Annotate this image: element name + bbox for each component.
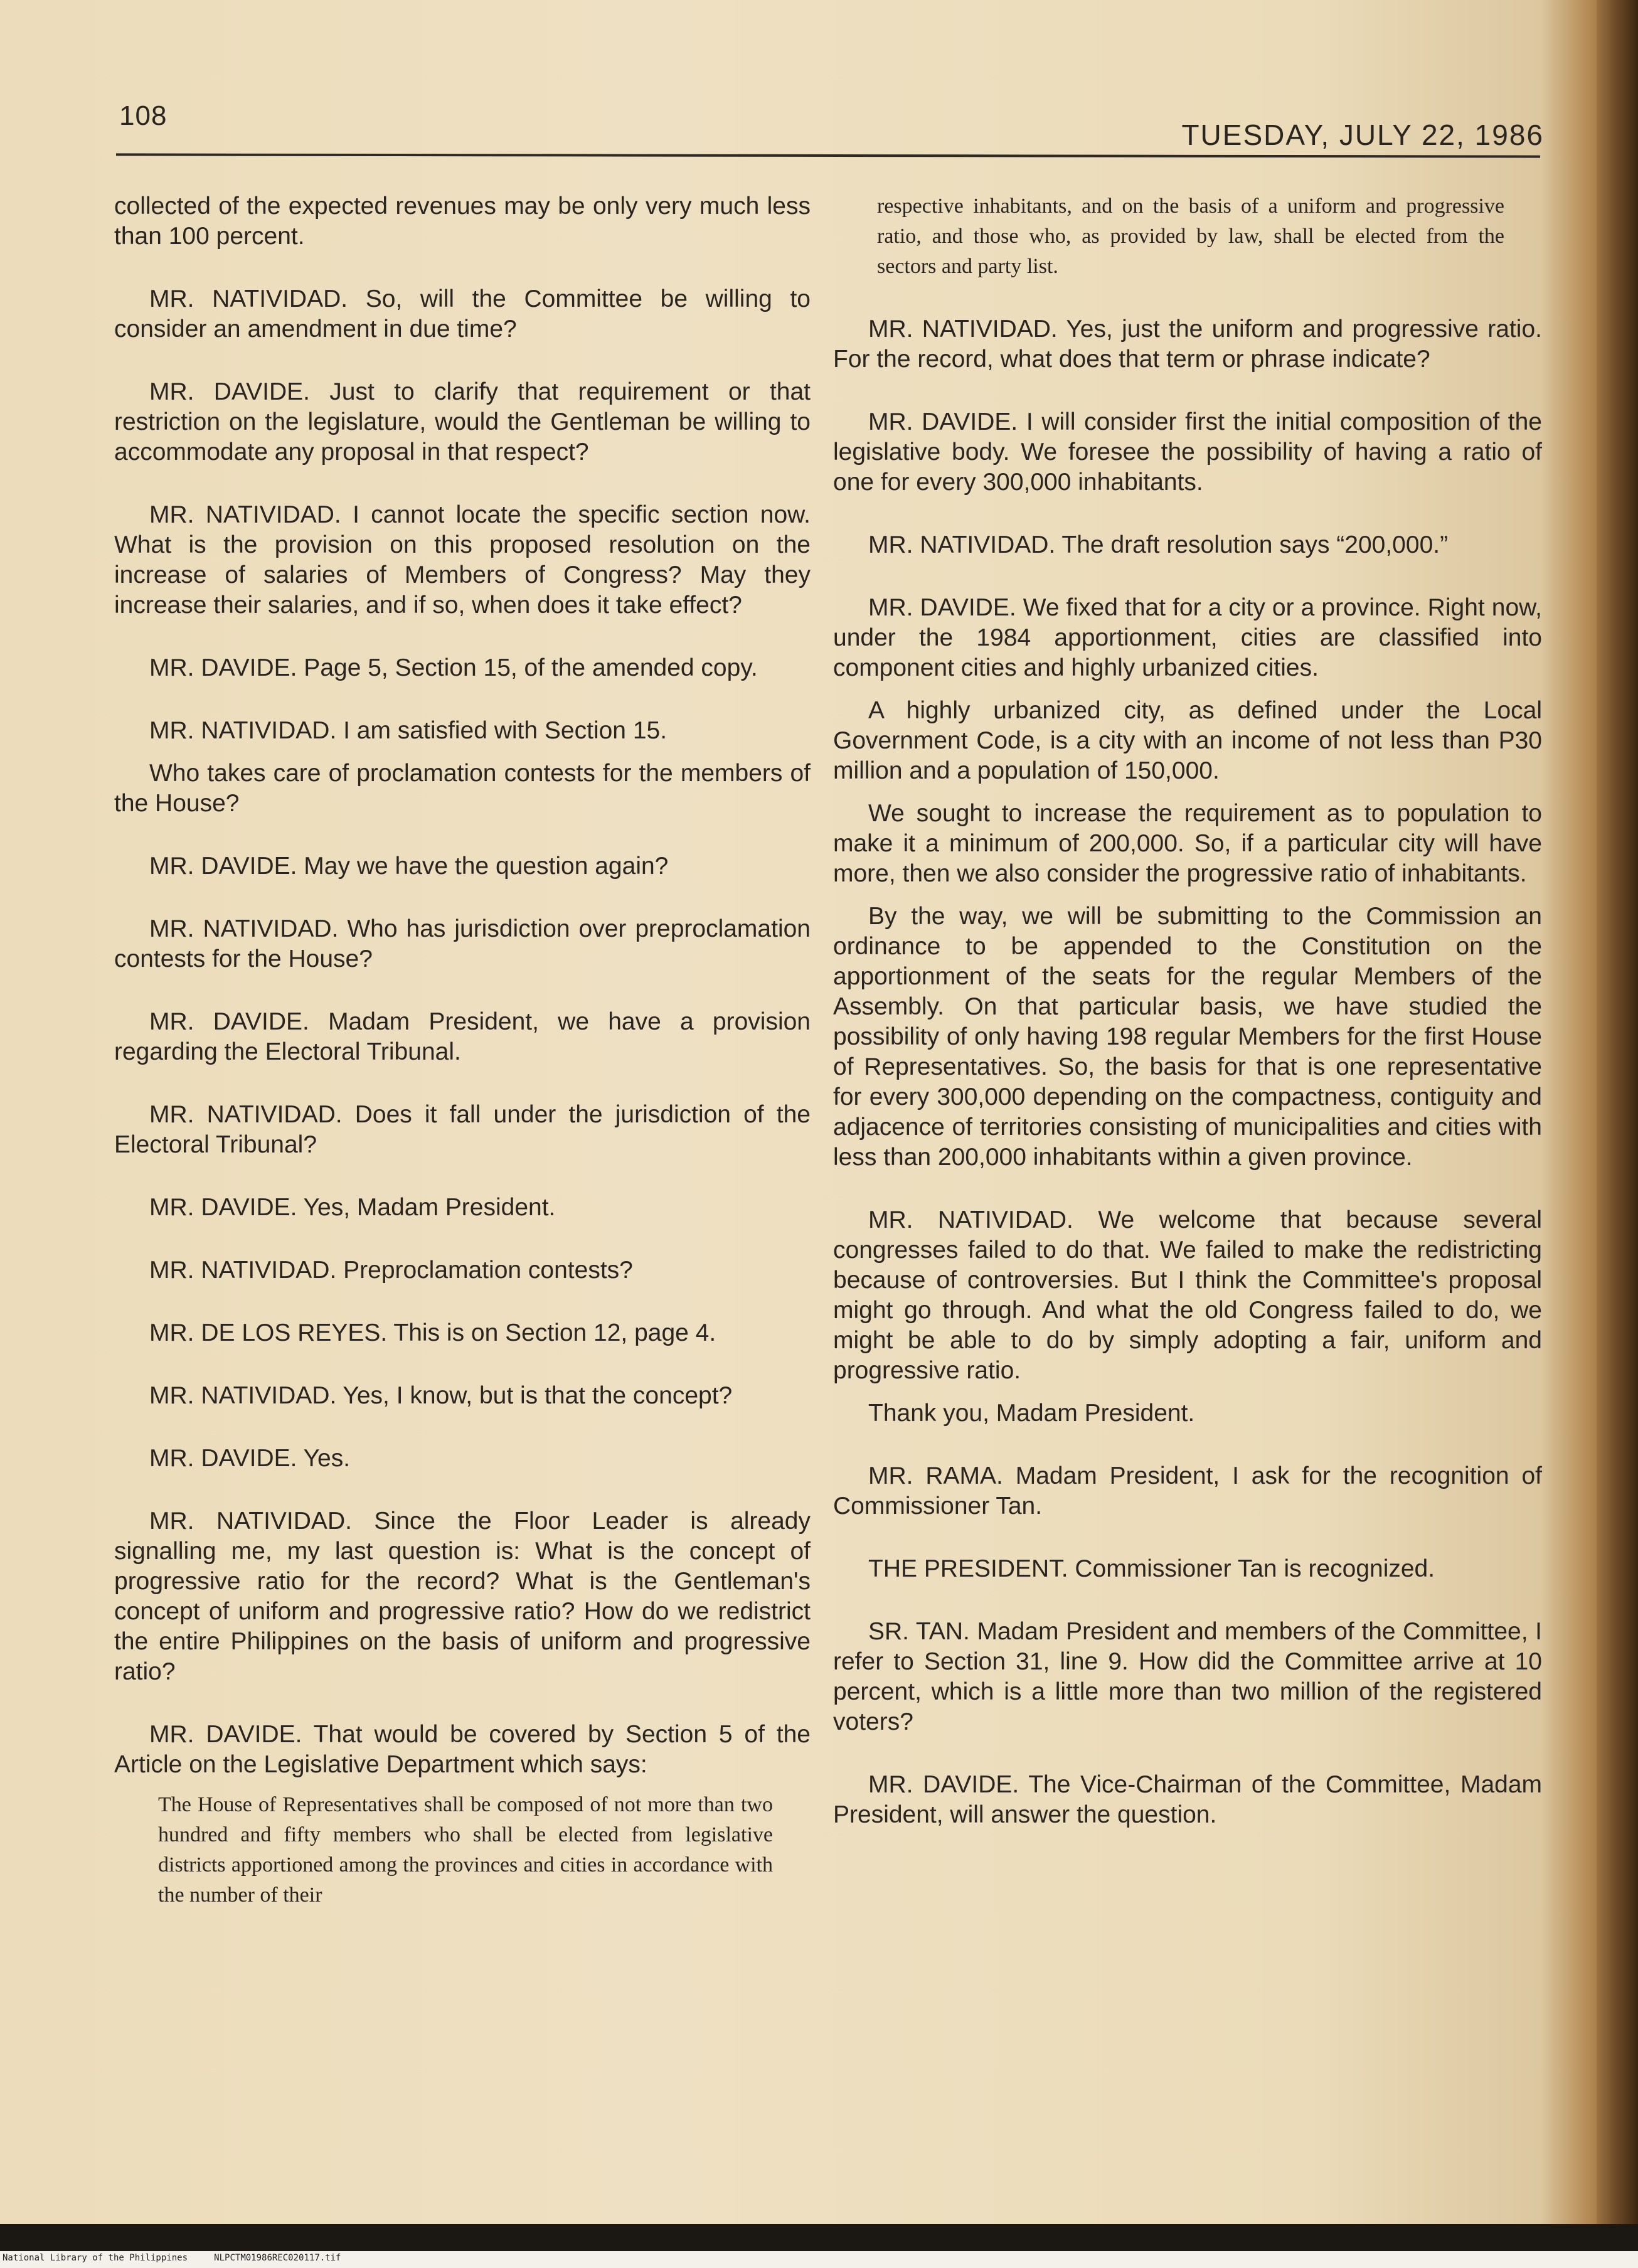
paragraph: By the way, we will be submitting to the Commission an ordinance to be appended to the Constitution on the apportionment of the seats for the regular Members of the Assembly. On that particular basis, we have studied the possibility of only having 198 regular Members for the first House of Representatives. So, the basis for that is one representative for every 300,000 depending on the compactness, contiguity and adjacence of territories consisting of municipalities and cities with less than 200,000 inhabitants within a given province. [833, 903, 1542, 1171]
paragraph: A highly urbanized city, as defined under the Local Government Code, is a city with an income of not less than P30 million and a population of 150,000. [833, 697, 1542, 784]
paragraph: MR. DAVIDE. Just to clarify that requirement or that restriction on the legislature, would the Gentleman be willing to accommodate any proposal in that respect? [114, 378, 811, 466]
paragraph: MR. DAVIDE. Page 5, Section 15, of the amended copy. [149, 654, 758, 681]
page-number: 108 [119, 100, 168, 131]
paragraph: MR. DE LOS REYES. This is on Section 12, page 4. [149, 1319, 716, 1346]
paragraph: We sought to increase the requirement as to population to make it a minimum of 200,000. So, if a particular city will have more, then we also consider the progressive ratio of inhabitants. [833, 800, 1542, 887]
paragraph: MR. DAVIDE. The Vice-Chairman of the Committee, Madam President, will answer the question. [833, 1771, 1542, 1828]
paragraph: MR. DAVIDE. Yes. [149, 1445, 351, 1472]
paragraph: THE PRESIDENT. Commissioner Tan is recognized. [868, 1555, 1435, 1582]
paragraph: MR. NATIVIDAD. So, will the Committee be willing to consider an amendment in due time? [114, 285, 811, 343]
paragraph: MR. NATIVIDAD. Yes, just the uniform and progressive ratio. For the record, what does that term or phrase indicate? [833, 316, 1542, 373]
library-name: National Library of the Philippines [3, 2253, 188, 2263]
paragraph: MR. NATIVIDAD. Who has jurisdiction over preproclamation contests for the House? [114, 915, 811, 972]
paragraph: SR. TAN. Madam President and members of the Committee, I refer to Section 31, line 9. How did the Committee arrive at 10 percent, which is a little more than two million of the registered voters? [833, 1618, 1542, 1735]
paragraph: MR. DAVIDE. Yes, Madam President. [149, 1194, 556, 1221]
paragraph: MR. DAVIDE. That would be covered by Section 5 of the Article on the Legislative Department which says: [114, 1721, 811, 1778]
book-spine-shadow [1597, 0, 1638, 2224]
left-column [114, 191, 811, 1910]
paragraph: MR. NATIVIDAD. I cannot locate the specific section now. What is the provision on this proposed resolution on the increase of salaries of Members of Congress? May they increase their salaries, and if so, when does it take effect? [114, 501, 811, 619]
paragraph: MR. RAMA. Madam President, I ask for the recognition of Commissioner Tan. [833, 1462, 1542, 1520]
paragraph: Who takes care of proclamation contests for the members of the House? [114, 760, 811, 817]
paragraph: MR. DAVIDE. I will consider first the initial composition of the legislative body. We foresee the possibility of having a ratio of one for every 300,000 inhabitants. [833, 408, 1542, 496]
quoted-provision: The House of Representatives shall be composed of not more than two hundred and fifty members who shall be elected from legislative districts apportioned among the provinces and cities in accordance with the number of their [158, 1793, 773, 1907]
right-column [833, 191, 1542, 1830]
paragraph: MR. NATIVIDAD. Since the Floor Leader is already signalling me, my last question is: What is the concept of progressive ratio for the record? What is the Gentleman's concept of uniform and progressive ratio? How do we redistrict the entire Philippines on the basis of uniform and progressive ratio? [114, 1508, 811, 1685]
paragraph: MR. NATIVIDAD. We welcome that because several congresses failed to do that. We failed to make the redistricting because of controversies. But I think the Committee's proposal might go through. And what the old Congress failed to do, we might be able to do by simply adopting a fair, uniform and progressive ratio. [833, 1206, 1542, 1384]
paragraph: MR. NATIVIDAD. Yes, I know, but is that the concept? [149, 1382, 733, 1409]
paragraph: MR. DAVIDE. We fixed that for a city or a province. Right now, under the 1984 apportionment, cities are classified into component cities and highly urbanized cities. [833, 594, 1542, 681]
paragraph: collected of the expected revenues may be only very much less than 100 percent. [114, 193, 811, 250]
file-name: NLPCTM01986REC020117.tif [214, 2253, 341, 2263]
paragraph: MR. DAVIDE. Madam President, we have a provision regarding the Electoral Tribunal. [114, 1008, 811, 1065]
paragraph: Thank you, Madam President. [868, 1400, 1195, 1427]
paragraph: MR. NATIVIDAD. The draft resolution says “200,000.” [868, 531, 1449, 558]
quoted-provision-continued: respective inhabitants, and on the basis of a uniform and progressive ratio, and those who, as provided by law, shall be elected from the sectors and party list. [877, 194, 1504, 278]
page-date: TUESDAY, JULY 22, 1986 [1181, 119, 1544, 151]
paragraph: MR. NATIVIDAD. Does it fall under the jurisdiction of the Electoral Tribunal? [114, 1101, 811, 1158]
paragraph: MR. NATIVIDAD. Preproclamation contests? [149, 1257, 633, 1284]
paragraph: MR. DAVIDE. May we have the question again? [149, 853, 669, 880]
scan-footer-text [3, 2253, 341, 2263]
paragraph: MR. NATIVIDAD. I am satisfied with Section 15. [149, 717, 667, 744]
